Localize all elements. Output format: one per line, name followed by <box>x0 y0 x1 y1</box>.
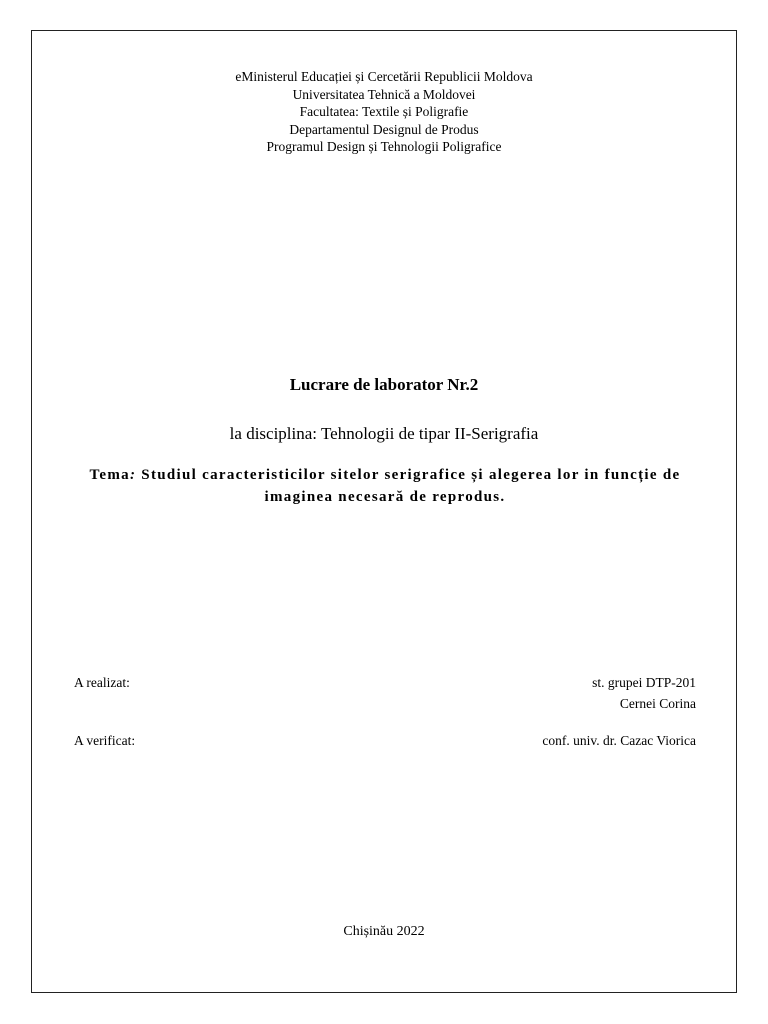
institution-header <box>32 68 736 156</box>
page-frame <box>31 30 737 993</box>
author-row <box>74 674 696 718</box>
author-details <box>592 674 696 716</box>
reviewer-name: conf. univ. dr. Cazac Viorica <box>542 733 696 748</box>
reviewer-details <box>542 732 696 753</box>
header-department: Departamentul Designul de Produs <box>289 121 479 137</box>
author-group: st. grupei DTP-201 <box>592 675 696 690</box>
topic-text: Studiul caracteristicilor sitelor serigrafice și alegerea lor in funcție de imaginea necesară de reprodus. <box>136 467 681 505</box>
header-faculty: Facultatea: Textile și Poligrafie <box>299 104 469 119</box>
document-title: Lucrare de laborator Nr.2 <box>289 375 479 394</box>
reviewer-row <box>74 732 696 752</box>
header-university: Universitatea Tehnică a Moldovei <box>292 86 476 102</box>
header-program: Programul Design și Tehnologii Poligrafice <box>266 139 502 154</box>
reviewer-label: A verificat: <box>74 733 136 748</box>
author-name: Cernei Corina <box>619 696 696 711</box>
header-ministry: eMinisterul Educației și Cercetării Republicii Moldova <box>235 69 533 84</box>
topic-colon: : <box>129 467 137 483</box>
topic-label: Tema <box>89 467 130 483</box>
discipline-line: la disciplina: Tehnologii de tipar II-Serigrafia <box>229 424 539 443</box>
author-label: A realizat: <box>74 675 130 690</box>
place-and-year: Chișinău 2022 <box>343 924 425 939</box>
topic-statement <box>72 464 698 508</box>
